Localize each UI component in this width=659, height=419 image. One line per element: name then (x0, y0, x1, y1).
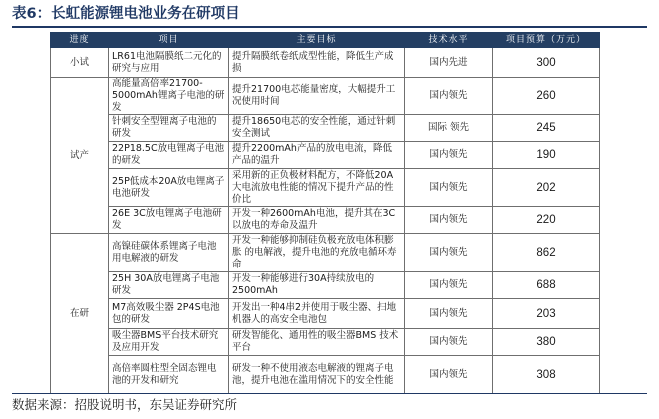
goal-cell: 开发出一种4串2并使用于吸尘器、扫地机器人的高安全电池包 (229, 299, 405, 329)
project-cell: 25H 30A放电锂离子电池研发 (109, 272, 229, 299)
budget-cell: 260 (493, 78, 600, 115)
project-cell: 针刺安全型锂离子电池的研发 (109, 115, 229, 142)
project-cell: LR61电池隔膜纸二元化的研究与应用 (109, 48, 229, 78)
budget-cell: 203 (493, 299, 600, 329)
table-row (51, 142, 600, 169)
source-note (12, 393, 647, 416)
title-underline (12, 26, 647, 28)
stage-cell: 试产 (51, 78, 109, 234)
header-project: 项目 (109, 33, 229, 48)
budget-cell: 688 (493, 272, 600, 299)
goal-cell: 提升18650电芯的安全性能，通过针刺安全测试 (229, 115, 405, 142)
table-row (51, 272, 600, 299)
tech-level-cell: 国内领先 (405, 272, 493, 299)
project-cell: 26E 3C放电锂离子电池研发 (109, 207, 229, 234)
tech-level-cell: 国内领先 (405, 234, 493, 272)
table-row (51, 207, 600, 234)
budget-cell: 220 (493, 207, 600, 234)
table-row (51, 356, 600, 394)
tech-level-cell: 国内领先 (405, 329, 493, 356)
goal-cell: 研发一种不使用液态电解液的锂离子电池，提升电池在滥用情况下的安全性能 (229, 356, 405, 394)
project-cell: 吸尘器BMS平台技术研究及应用开发 (109, 329, 229, 356)
table-row (51, 115, 600, 142)
goal-cell: 研发智能化、通用性的吸尘器BMS 技术平台 (229, 329, 405, 356)
tech-level-cell: 国内领先 (405, 299, 493, 329)
tech-level-cell: 国际 领先 (405, 115, 493, 142)
project-cell: 25P低成本20A放电锂离子电池研发 (109, 169, 229, 207)
goal-cell: 开发一种能够抑制硅负极充放电体积膨胀 的电解液，提升电池的充放电循环寿命 (229, 234, 405, 272)
table-header-row (51, 33, 600, 48)
tech-level-cell: 国内领先 (405, 78, 493, 115)
project-cell: 高能量高倍率21700-5000mAh锂离子电池的研发 (109, 78, 229, 115)
budget-cell: 862 (493, 234, 600, 272)
budget-cell: 308 (493, 356, 600, 394)
table-row (51, 48, 600, 78)
table-row (51, 78, 600, 115)
goal-cell: 采用新的正负极材料配方，不降低20A大电流放电性能的情况下提升产品的性价比 (229, 169, 405, 207)
header-stage: 进度 (51, 33, 109, 48)
projects-table (50, 32, 600, 394)
project-cell: 高倍率圆柱型全固态锂电池的开发和研究 (109, 356, 229, 394)
header-budget: 项目预算（万元） (493, 33, 600, 48)
budget-cell: 380 (493, 329, 600, 356)
goal-cell: 提升21700电芯能量密度，大幅提升工况使用时间 (229, 78, 405, 115)
goal-cell: 提升2200mAh产品的放电电流，降低产品的温升 (229, 142, 405, 169)
table-row (51, 329, 600, 356)
goal-cell: 开发一种2600mAh电池，提升其在3C以放电的寿命及温升 (229, 207, 405, 234)
table-row (51, 234, 600, 272)
budget-cell: 202 (493, 169, 600, 207)
tech-level-cell: 国内领先 (405, 142, 493, 169)
stage-cell: 小试 (51, 48, 109, 78)
table-row (51, 169, 600, 207)
table-row (51, 299, 600, 329)
budget-cell: 190 (493, 142, 600, 169)
header-goal: 主要目标 (229, 33, 405, 48)
budget-cell: 300 (493, 48, 600, 78)
goal-cell: 开发一种能够进行30A持续放电的2500mAh (229, 272, 405, 299)
project-cell: M7高效吸尘器 2P4S电池包的研发 (109, 299, 229, 329)
project-cell: 高镍硅碳体系锂离子电池用电解液的研发 (109, 234, 229, 272)
stage-cell: 在研 (51, 234, 109, 394)
project-cell: 22P18.5C放电锂离子电池的研发 (109, 142, 229, 169)
tech-level-cell: 国内领先 (405, 356, 493, 394)
budget-cell: 245 (493, 115, 600, 142)
tech-level-cell: 国内先进 (405, 48, 493, 78)
source-text: 数据来源：招股说明书，东吴证券研究所 (12, 397, 238, 412)
tech-level-cell: 国内领先 (405, 207, 493, 234)
header-tech: 技术水平 (405, 33, 493, 48)
page-title: 表6：长虹能源锂电池业务在研项目 (12, 6, 240, 22)
goal-cell: 提升隔膜纸卷纸成型性能，降低生产成损 (229, 48, 405, 78)
tech-level-cell: 国内领先 (405, 169, 493, 207)
